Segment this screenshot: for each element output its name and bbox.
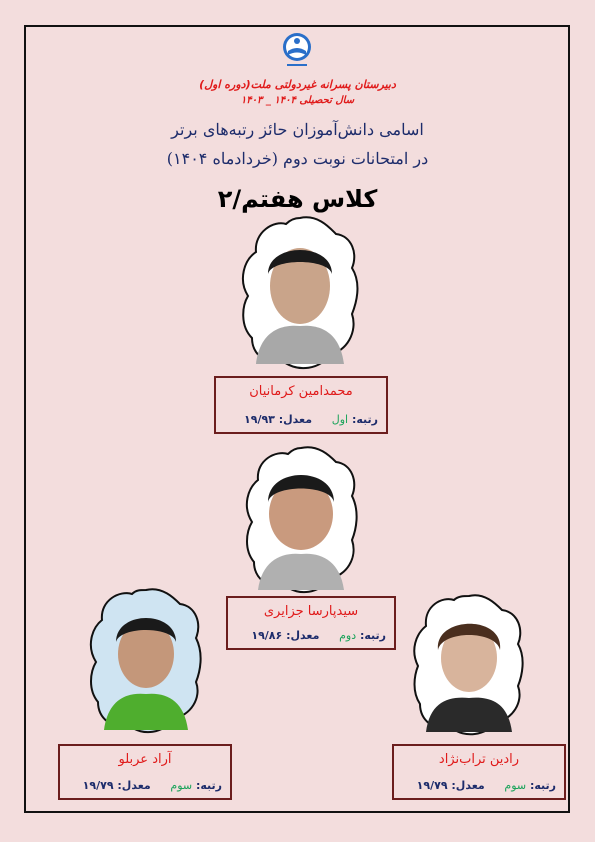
student-photo-2 [242,444,360,596]
average-label: معدل: [286,629,320,642]
average-value: ۱۹/۷۹ [82,779,114,792]
title-line-1: اسامی دانش‌آموزان حائز رتبه‌های برتر [171,120,424,139]
student-name: سیدپارسا جزایری [263,604,359,619]
rank-value: سوم [504,779,527,792]
student-photo-1 [238,214,362,372]
average-label: معدل: [278,413,313,426]
student-stats [244,413,378,426]
student-stats [417,779,556,792]
student-photo-3 [88,586,204,736]
student-name: آراد عربلو [118,752,172,767]
academic-year: سال تحصیلی ۱۴۰۴ _ ۱۴۰۳ [240,95,355,106]
title-line-2: در امتحانات نوبت دوم (خردادماه ۱۴۰۴) [166,149,429,168]
rank-value: اول [331,413,349,426]
student-stats [251,629,386,642]
student-name: رادین تراب‌نژاد [438,752,520,767]
student-card-3 [58,744,232,800]
school-logo [279,31,315,71]
rank-label: رتبه: [359,629,386,642]
average-value: ۱۹/۸۶ [251,629,283,642]
student-card-2 [226,596,396,650]
rank-label: رتبه: [351,413,378,426]
student-photo-4 [412,592,526,738]
rank-value: دوم [339,629,357,642]
school-name: دبیرستان پسرانه غیردولتی ملت(دوره اول) [199,78,396,91]
average-label: معدل: [451,779,485,792]
average-label: معدل: [117,779,151,792]
student-stats [83,779,222,792]
rank-label: رتبه: [195,779,222,792]
student-name: محمدامین کرمانیان [249,384,353,399]
average-value: ۱۹/۹۳ [244,413,275,426]
average-value: ۱۹/۷۹ [416,779,448,792]
rank-label: رتبه: [529,779,556,792]
student-card-4 [392,744,566,800]
rank-value: سوم [170,779,193,792]
student-card-1 [214,376,388,434]
class-name: کلاس هفتم/۲ [217,185,378,213]
